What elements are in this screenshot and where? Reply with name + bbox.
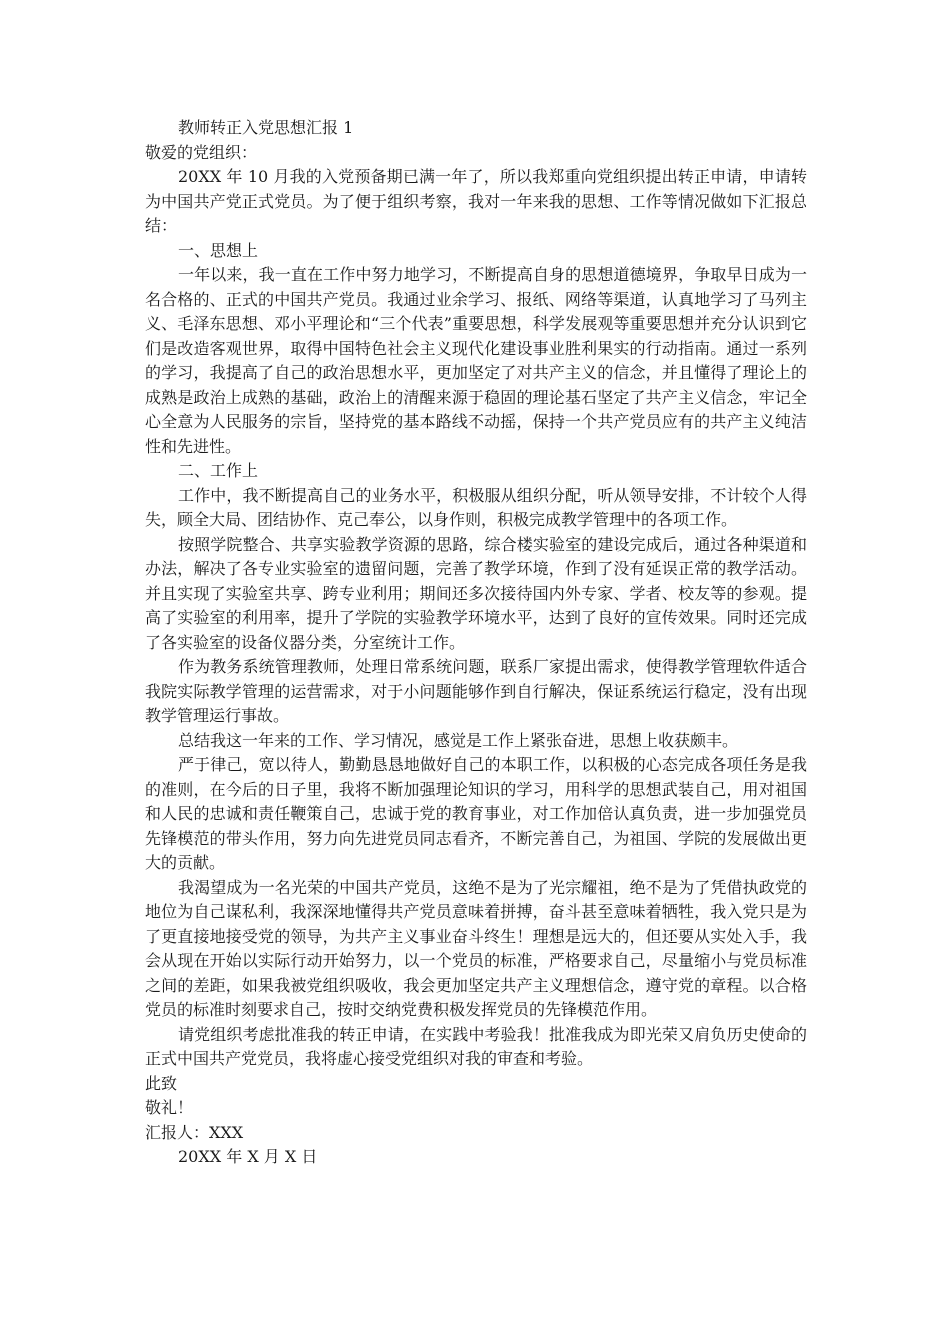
thought-paragraph: 一年以来，我一直在工作中努力地学习，不断提高自身的思想道德境界，争取早日成为一名合格的、正式的中国共产党员。我通过业余学习、报纸、网络等渠道，认真地学习了马列主义、毛泽东思想、邓小平理论和“三个代表”重要思想，科学发展观等重要思想并充分认识到它们是改造客观世界，取得中国特色社会主义现代化建设事业胜利果实的行动指南。通过一系列的学习，我提高了自己的政治思想水平，更加坚定了对共产主义的信念，并且懂得了理论上的成熟是政治上成熟的基础，政治上的清醒来源于稳固的理论基石坚定了共产主义信念，牢记全心全意为人民服务的宗旨，坚持党的基本路线不动摇，保持一个共产党员应有的共产主义纯洁性和先进性。	[145, 265, 807, 456]
aspiration-paragraph: 我渴望成为一名光荣的中国共产党员，这绝不是为了光宗耀祖，绝不是为了凭借执政党的地位为自己谋私利，我深深地懂得共产党员意味着拼搏，奋斗甚至意味着牺牲，我入党只是为了更直接地接受党的领导，为共产主义事业奋斗终生！理想是远大的，但还要从实处入手，我会从现在开始以实际行动开始努力，以一个党员的标准，严格要求自己，尽量缩小与党员标准之间的差距，如果我被党组织吸收，我会更加坚定共产主义理想信念，遵守党的章程。以合格党员的标准时刻要求自己，按时交纳党费积极发挥党员的先锋模范作用。	[145, 877, 807, 1019]
work-paragraph-2: 按照学院整合、共享实验教学资源的思路，综合楼实验室的建设完成后，通过各种渠道和办法，解决了各专业实验室的遗留问题，完善了教学环境，作到了没有延误正常的教学活动。并且实现了实验室共享、跨专业利用；期间还多次接待国内外专家、学者、校友等的参观。提高了实验室的利用率，提升了学院的实验教学环境水平，达到了良好的宣传效果。同时还完成了各实验室的设备仪器分类，分室统计工作。	[145, 534, 807, 652]
document-title: 教师转正入党思想汇报 1	[178, 118, 354, 137]
section-heading-work: 二、工作上	[178, 461, 259, 480]
closing-line-1: 此致	[145, 1073, 178, 1093]
section-heading-thought: 一、思想上	[178, 240, 259, 260]
commitment-paragraph: 严于律己，宽以待人，勤勤恳恳地做好自己的本职工作，以积极的心态完成各项任务是我的准则，在今后的日子里，我将不断加强理论知识的学习，用科学的思想武装自己，用对祖国和人民的忠诚和责任鞭策自己，忠诚于党的教育事业，对工作加倍认真负责，进一步加强党员先锋模范的带头作用，努力向先进党员同志看齐，不断完善自己，为祖国、学院的发展做出更大的贡献。	[145, 755, 807, 872]
work-paragraph-3: 作为教务系统管理教师，处理日常系统问题，联系厂家提出需求，使得教学管理软件适合我院实际教学管理的运营需求，对于小问题能够作到自行解决，保证系统运行稳定，没有出现教学管理运行事故。	[145, 657, 807, 725]
summary-paragraph: 总结我这一年来的工作、学习情况，感觉是工作上紧张奋进，思想上收获颇丰。	[178, 730, 739, 750]
closing-line-2: 敬礼！	[145, 1098, 194, 1117]
intro-paragraph: 20XX 年 10 月我的入党预备期已满一年了，所以我郑重向党组织提出转正申请，申请转为中国共产党正式党员。为了便于组织考察，我对一年来我的思想、工作等情况做如下汇报总结：	[145, 167, 807, 235]
date-line: 20XX 年 X 月 X 日	[178, 1147, 318, 1166]
work-paragraph-1: 工作中，我不断提高自己的业务水平，积极服从组织分配，听从领导安排，不计较个人得失，顾全大局、团结协作、克己奉公，以身作则，积极完成教学管理中的各项工作。	[145, 485, 807, 529]
reporter-line: 汇报人：XXX	[145, 1122, 244, 1142]
request-paragraph: 请党组织考虑批准我的转正申请，在实践中考验我！批准我成为即光荣又肩负历史使命的正式中国共产党党员，我将虚心接受党组织对我的审查和考验。	[145, 1024, 807, 1068]
salutation: 敬爱的党组织：	[145, 142, 258, 162]
document-body	[145, 116, 807, 1170]
